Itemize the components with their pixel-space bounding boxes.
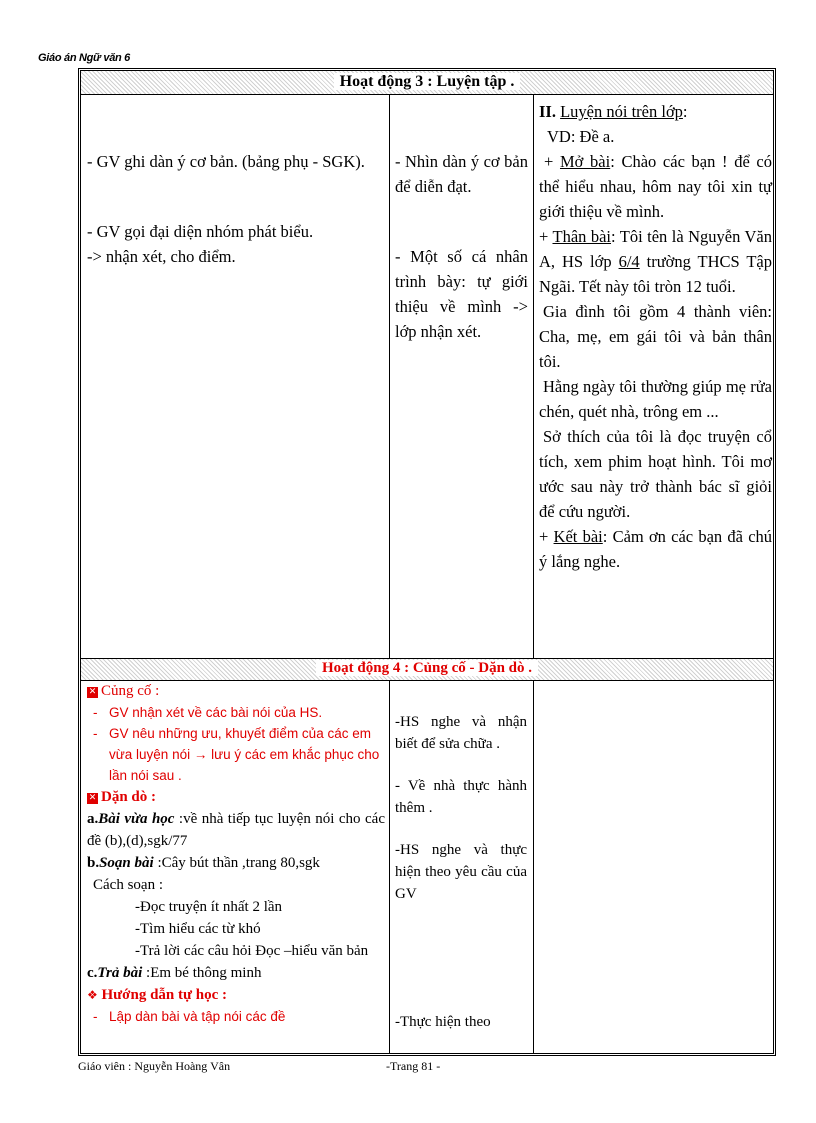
teacher-step-1: - GV ghi dàn ý cơ bản. (bảng phụ - SGK). <box>87 152 365 171</box>
lesson-table <box>78 68 776 1056</box>
prep-step: -Đọc truyện ít nhất 2 lần <box>135 899 283 915</box>
huong-dan-list <box>87 1006 385 1027</box>
assignment-c: c.Trả bài :Em bé thông minh <box>87 965 262 981</box>
class-name: 6/4 <box>618 252 640 271</box>
activity3-title: Hoạt động 3 : Luyện tập . <box>334 73 521 90</box>
section-title: Luyện nói trên lớp <box>560 102 683 121</box>
hobby-text: Sở thích của tôi là đọc truyện cổ tích, xem phim hoạt hình. Tôi mơ ước sau này trở thành bác sĩ giỏi để cứu người. <box>539 427 772 521</box>
dan-do-heading: ✕ Dặn dò : <box>88 789 157 805</box>
student-step: -HS nghe và thực hiện theo yêu cầu của GV <box>395 842 527 902</box>
huong-dan-heading: ❖ Hướng dẫn tự học : <box>87 987 228 1003</box>
section-number: II. <box>539 102 556 121</box>
teacher-step-2: - GV gọi đại diện nhóm phát biểu. <box>87 222 314 241</box>
family-text: Gia đình tôi gồm 4 thành viên: Cha, mẹ, em gái tôi và bản thân tôi. <box>539 302 772 371</box>
activity3-student-column <box>395 149 528 344</box>
prep-step: -Trả lời các câu hỏi Đọc –hiểu văn bản <box>135 943 369 959</box>
activity4-title: Hoạt động 4 : Củng cố - Dặn dò . <box>316 660 538 676</box>
activity4-teacher-column <box>87 680 385 1027</box>
activity3-content-column <box>539 99 772 574</box>
list-item: - GV nhận xét về các bài nói của HS. <box>87 702 385 723</box>
student-step-2: - Một số cá nhân trình bày: tự giới thiệu về mình -> lớp nhận xét. <box>395 247 528 341</box>
checkbox-x-icon: ✕ <box>88 793 97 803</box>
student-step: - Về nhà thực hành thêm . <box>395 778 527 816</box>
footer-page-number: -Trang 81 - <box>386 1059 441 1073</box>
student-step: -HS nghe và nhận biết để sửa chữa . <box>395 714 527 752</box>
cung-co-list <box>87 702 385 786</box>
activity4-student-column <box>395 711 527 1033</box>
assignment-a: a.Bài vừa học :về nhà tiếp tục luyện nói cho các đề (b),(d),sgk/77 <box>87 811 385 849</box>
mo-bai-label: Mở bài <box>559 152 611 171</box>
ket-bai: + Kết bài: Cảm ơn các bạn đã chú ý lắng nghe. <box>539 527 773 571</box>
activity4-header <box>81 658 773 680</box>
cung-co-heading: ✕ Củng cố : <box>88 683 160 699</box>
ket-bai-label: Kết bài <box>553 527 603 546</box>
teacher-step-3: -> nhận xét, cho điểm. <box>87 247 236 266</box>
example-label: VD: Đề a. <box>547 127 615 146</box>
activity3-teacher-column <box>87 149 383 269</box>
prep-step: -Tìm hiểu các từ khó <box>135 921 261 937</box>
checkbox-x-icon: ✕ <box>88 687 97 697</box>
section-heading: II. Luyện nói trên lớp: <box>539 102 688 121</box>
assignment-b: b.Soạn bài :Cây bút thần ,trang 80,sgk <box>87 855 320 871</box>
student-step: -Thực hiện theo <box>395 1014 491 1030</box>
activity3-header <box>81 71 773 94</box>
mo-bai-text: : Chào các bạn ! để có thể hiểu nhau, hôm nay tôi xin tự giới thiệu về mình. <box>539 152 773 221</box>
list-item: - Lập dàn bài và tập nói các đề <box>87 1006 385 1027</box>
student-step-1: - Nhìn dàn ý cơ bản để diễn đạt. <box>395 152 528 196</box>
list-item: - GV nêu những ưu, khuyết điểm của các em vừa luyện nói → lưu ý các em khắc phục cho lần nói sau . <box>87 723 385 786</box>
mo-bai: + Mở bài: Chào các bạn ! để có thể hiểu nhau, hôm nay tôi xin tự giới thiệu về mình. <box>539 152 773 221</box>
than-bai-label: Thân bài <box>552 227 612 246</box>
footer-teacher: Giáo viên : Nguyễn Hoàng Vân <box>78 1059 231 1073</box>
diamond-bullet-icon: ❖ <box>87 988 98 1002</box>
than-bai: + Thân bài: Tôi tên là Nguyễn Văn A, HS lớp 6/4 trường THCS Tập Ngãi. Tết này tôi tròn 12 tuổi. <box>539 227 773 296</box>
document-header: Giáo án Ngữ văn 6 <box>38 52 130 64</box>
daily-text: Hằng ngày tôi thường giúp mẹ rửa chén, quét nhà, trông em ... <box>539 377 772 421</box>
cach-soan-label: Cách soạn : <box>93 877 163 893</box>
